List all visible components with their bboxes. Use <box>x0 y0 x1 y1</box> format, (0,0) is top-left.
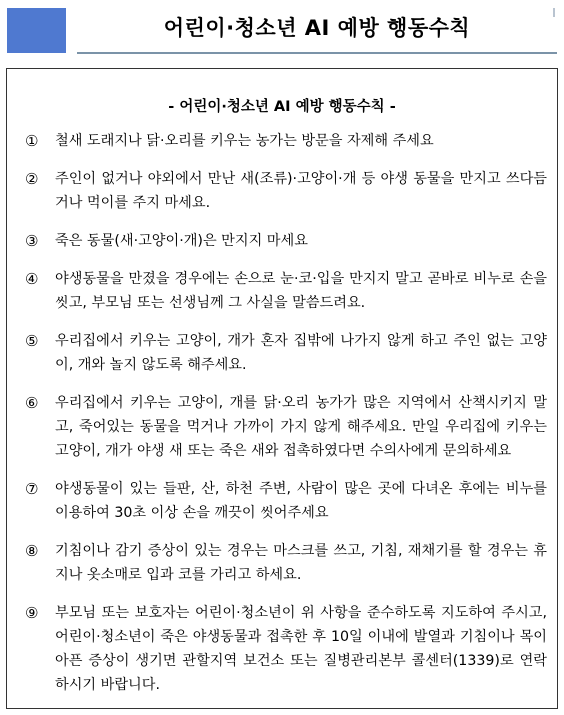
corner-tick <box>553 8 555 17</box>
rule-number: ① <box>25 132 39 150</box>
box-heading: - 어린이·청소년 AI 예방 행동수칙 - <box>168 99 396 115</box>
rule-item <box>25 229 547 253</box>
rule-item <box>25 329 547 377</box>
rule-text: 우리집에서 키우는 고양이, 개를 닭·오리 농가가 많은 지역에서 산책시키지 말고, 죽어있는 동물을 먹거나 가까이 가지 않게 해주세요. 만일 우리집에 키우는 고양이, 개가 야생 새 또는 죽은 새와 접촉하였다면 수의사에게 문의하세요 <box>55 395 547 459</box>
rule-number: ⑧ <box>25 542 39 560</box>
rule-item <box>25 601 547 697</box>
blue-accent-block <box>7 8 66 53</box>
rule-number: ⑨ <box>25 604 39 622</box>
rule-text: 야생동물을 만졌을 경우에는 손으로 눈·코·입을 만지지 말고 곧바로 비누로 손을 씻고, 부모님 또는 선생님께 그 사실을 말씀드려요. <box>55 271 547 311</box>
rule-item <box>25 129 547 153</box>
rule-item <box>25 167 547 215</box>
rules-box <box>6 68 558 709</box>
rule-item <box>25 477 547 525</box>
rule-number: ④ <box>25 270 39 288</box>
rule-number: ② <box>25 170 39 188</box>
rule-text: 우리집에서 키우는 고양이, 개가 혼자 집밖에 나가지 않게 하고 주인 없는 고양이, 개와 놀지 않도록 해주세요. <box>55 333 547 373</box>
rule-number: ③ <box>25 232 39 250</box>
rule-number: ⑥ <box>25 394 39 412</box>
rule-number: ⑤ <box>25 332 39 350</box>
title-underline <box>77 52 557 54</box>
rule-text: 주인이 없거나 야외에서 만난 새(조류)·고양이·개 등 야생 동물을 만지고 쓰다듬거나 먹이를 주지 마세요. <box>55 171 547 211</box>
rules-list <box>25 129 547 711</box>
rule-text: 철새 도래지나 닭·오리를 키우는 농가는 방문을 자제해 주세요 <box>55 133 434 149</box>
rule-item <box>25 391 547 463</box>
rule-item <box>25 539 547 587</box>
rule-text: 기침이나 감기 증상이 있는 경우는 마스크를 쓰고, 기침, 재채기를 할 경우는 휴지나 옷소매로 입과 코를 가리고 하세요. <box>55 543 547 583</box>
rule-text: 부모님 또는 보호자는 어린이·청소년이 위 사항을 준수하도록 지도하여 주시고, 어린이·청소년이 죽은 야생동물과 접촉한 후 10일 이내에 발열과 기침이나 목이 아픈 증상이 생기면 관할지역 보건소 또는 질병관리본부 콜센터(1339)로 연락하시기 바랍니다. <box>55 605 547 693</box>
header-banner <box>0 0 564 60</box>
rule-item <box>25 267 547 315</box>
rule-text: 야생동물이 있는 들판, 산, 하천 주변, 사람이 많은 곳에 다녀온 후에는 비누를 이용하여 30초 이상 손을 깨끗이 씻어주세요 <box>55 481 547 521</box>
rule-text: 죽은 동물(새·고양이·개)은 만지지 마세요 <box>55 233 308 249</box>
page-title: 어린이·청소년 AI 예방 행동수칙 <box>163 16 471 40</box>
rule-number: ⑦ <box>25 480 39 498</box>
